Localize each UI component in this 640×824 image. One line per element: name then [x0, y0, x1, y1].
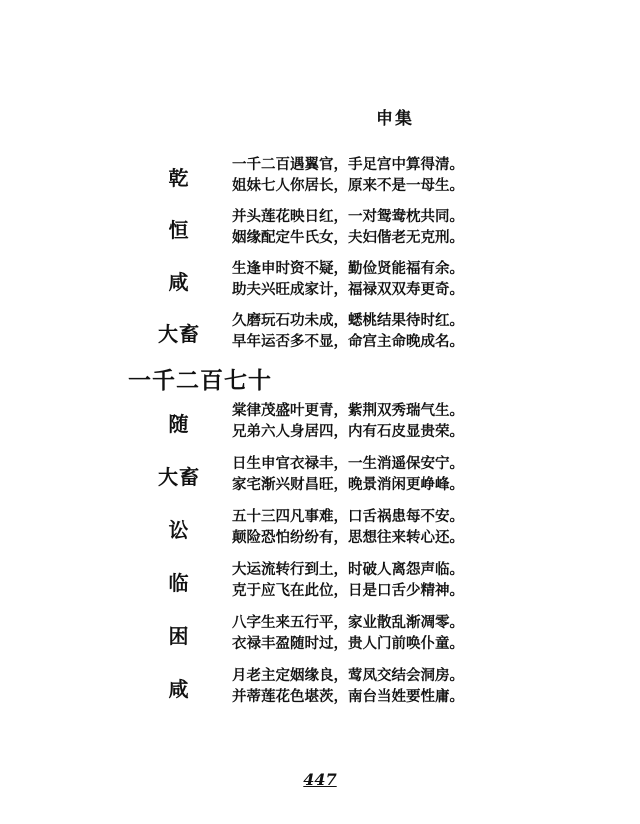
verse-line: 克于应飞在此位，日是口舌少精神。 [232, 582, 464, 599]
entry [0, 612, 640, 656]
verse-line: 月老主定姻缘良，莺凤交结会洞房。 [232, 667, 464, 684]
verse-line: 生逢申时资不疑，勤俭贤能福有余。 [232, 260, 464, 277]
section-heading: 一千二百七十 [128, 367, 272, 394]
gua-name: 困 [168, 624, 190, 648]
verse-line: 大运流转行到土，时破人离怨声临。 [232, 561, 464, 578]
verse [232, 506, 464, 548]
verse [232, 206, 464, 248]
entry [0, 206, 640, 250]
verse-line: 久磨玩石功未成，蟋桃结果待时红。 [232, 312, 464, 329]
gua-name: 临 [168, 571, 190, 595]
verse-line: 助夫兴旺成家计，福禄双双寿更奇。 [232, 281, 464, 298]
verse-line: 日生申官衣禄丰，一生消遥保安宁。 [232, 455, 464, 472]
gua-name: 讼 [168, 518, 190, 542]
verse [232, 258, 464, 300]
verse-line: 并头莲花映日红，一对鸳鸯枕共同。 [232, 208, 464, 225]
verse-line: 并蒂莲花色堪茨，南台当姓要性庸。 [232, 688, 464, 705]
verse-line: 棠律茂盛叶更青，紫荆双秀瑞气生。 [232, 402, 464, 419]
gua-name: 咸 [168, 677, 190, 701]
entry [0, 506, 640, 550]
gua-name: 随 [168, 412, 190, 436]
verse-line: 五十三四凡事难，口舌祸患每不安。 [232, 508, 464, 525]
verse [232, 310, 464, 352]
verse-line: 姐妹七人你居长，原来不是一母生。 [232, 177, 464, 194]
entry [0, 154, 640, 198]
verse-line: 八字生来五行平，家业散乱渐凋零。 [232, 614, 464, 631]
verse-line: 家宅渐兴财昌旺，晚景消闲更峥峰。 [232, 476, 464, 493]
entry [0, 258, 640, 302]
verse [232, 612, 464, 654]
gua-name: 大畜 [158, 322, 200, 346]
gua-name: 恒 [168, 218, 190, 242]
verse-line: 一千二百遇翼官，手足宫中算得清。 [232, 156, 464, 173]
verse-line: 兄弟六人身居四，内有石皮显贵荣。 [232, 423, 464, 440]
entry [0, 665, 640, 709]
entry [0, 310, 640, 354]
entry [0, 400, 640, 444]
verse [232, 665, 464, 707]
page-number: 447 [303, 770, 337, 789]
verse-line: 姻缘配定牛氏女，夫妇偕老无克刑。 [232, 229, 464, 246]
verse [232, 400, 464, 442]
gua-name: 大畜 [158, 465, 200, 489]
verse [232, 559, 464, 601]
verse [232, 154, 464, 196]
verse-line: 颠险恐怕纷纷有，思想往来转心还。 [232, 529, 464, 546]
gua-name: 乾 [168, 166, 190, 190]
page-header: 申集 [376, 109, 414, 129]
entry [0, 453, 640, 497]
entry [0, 559, 640, 603]
gua-name: 咸 [168, 270, 190, 294]
verse-line: 早年运否多不显，命宫主命晚成名。 [232, 333, 464, 350]
verse-line: 衣禄丰盈随时过，贵人门前唤仆童。 [232, 635, 464, 652]
verse [232, 453, 464, 495]
